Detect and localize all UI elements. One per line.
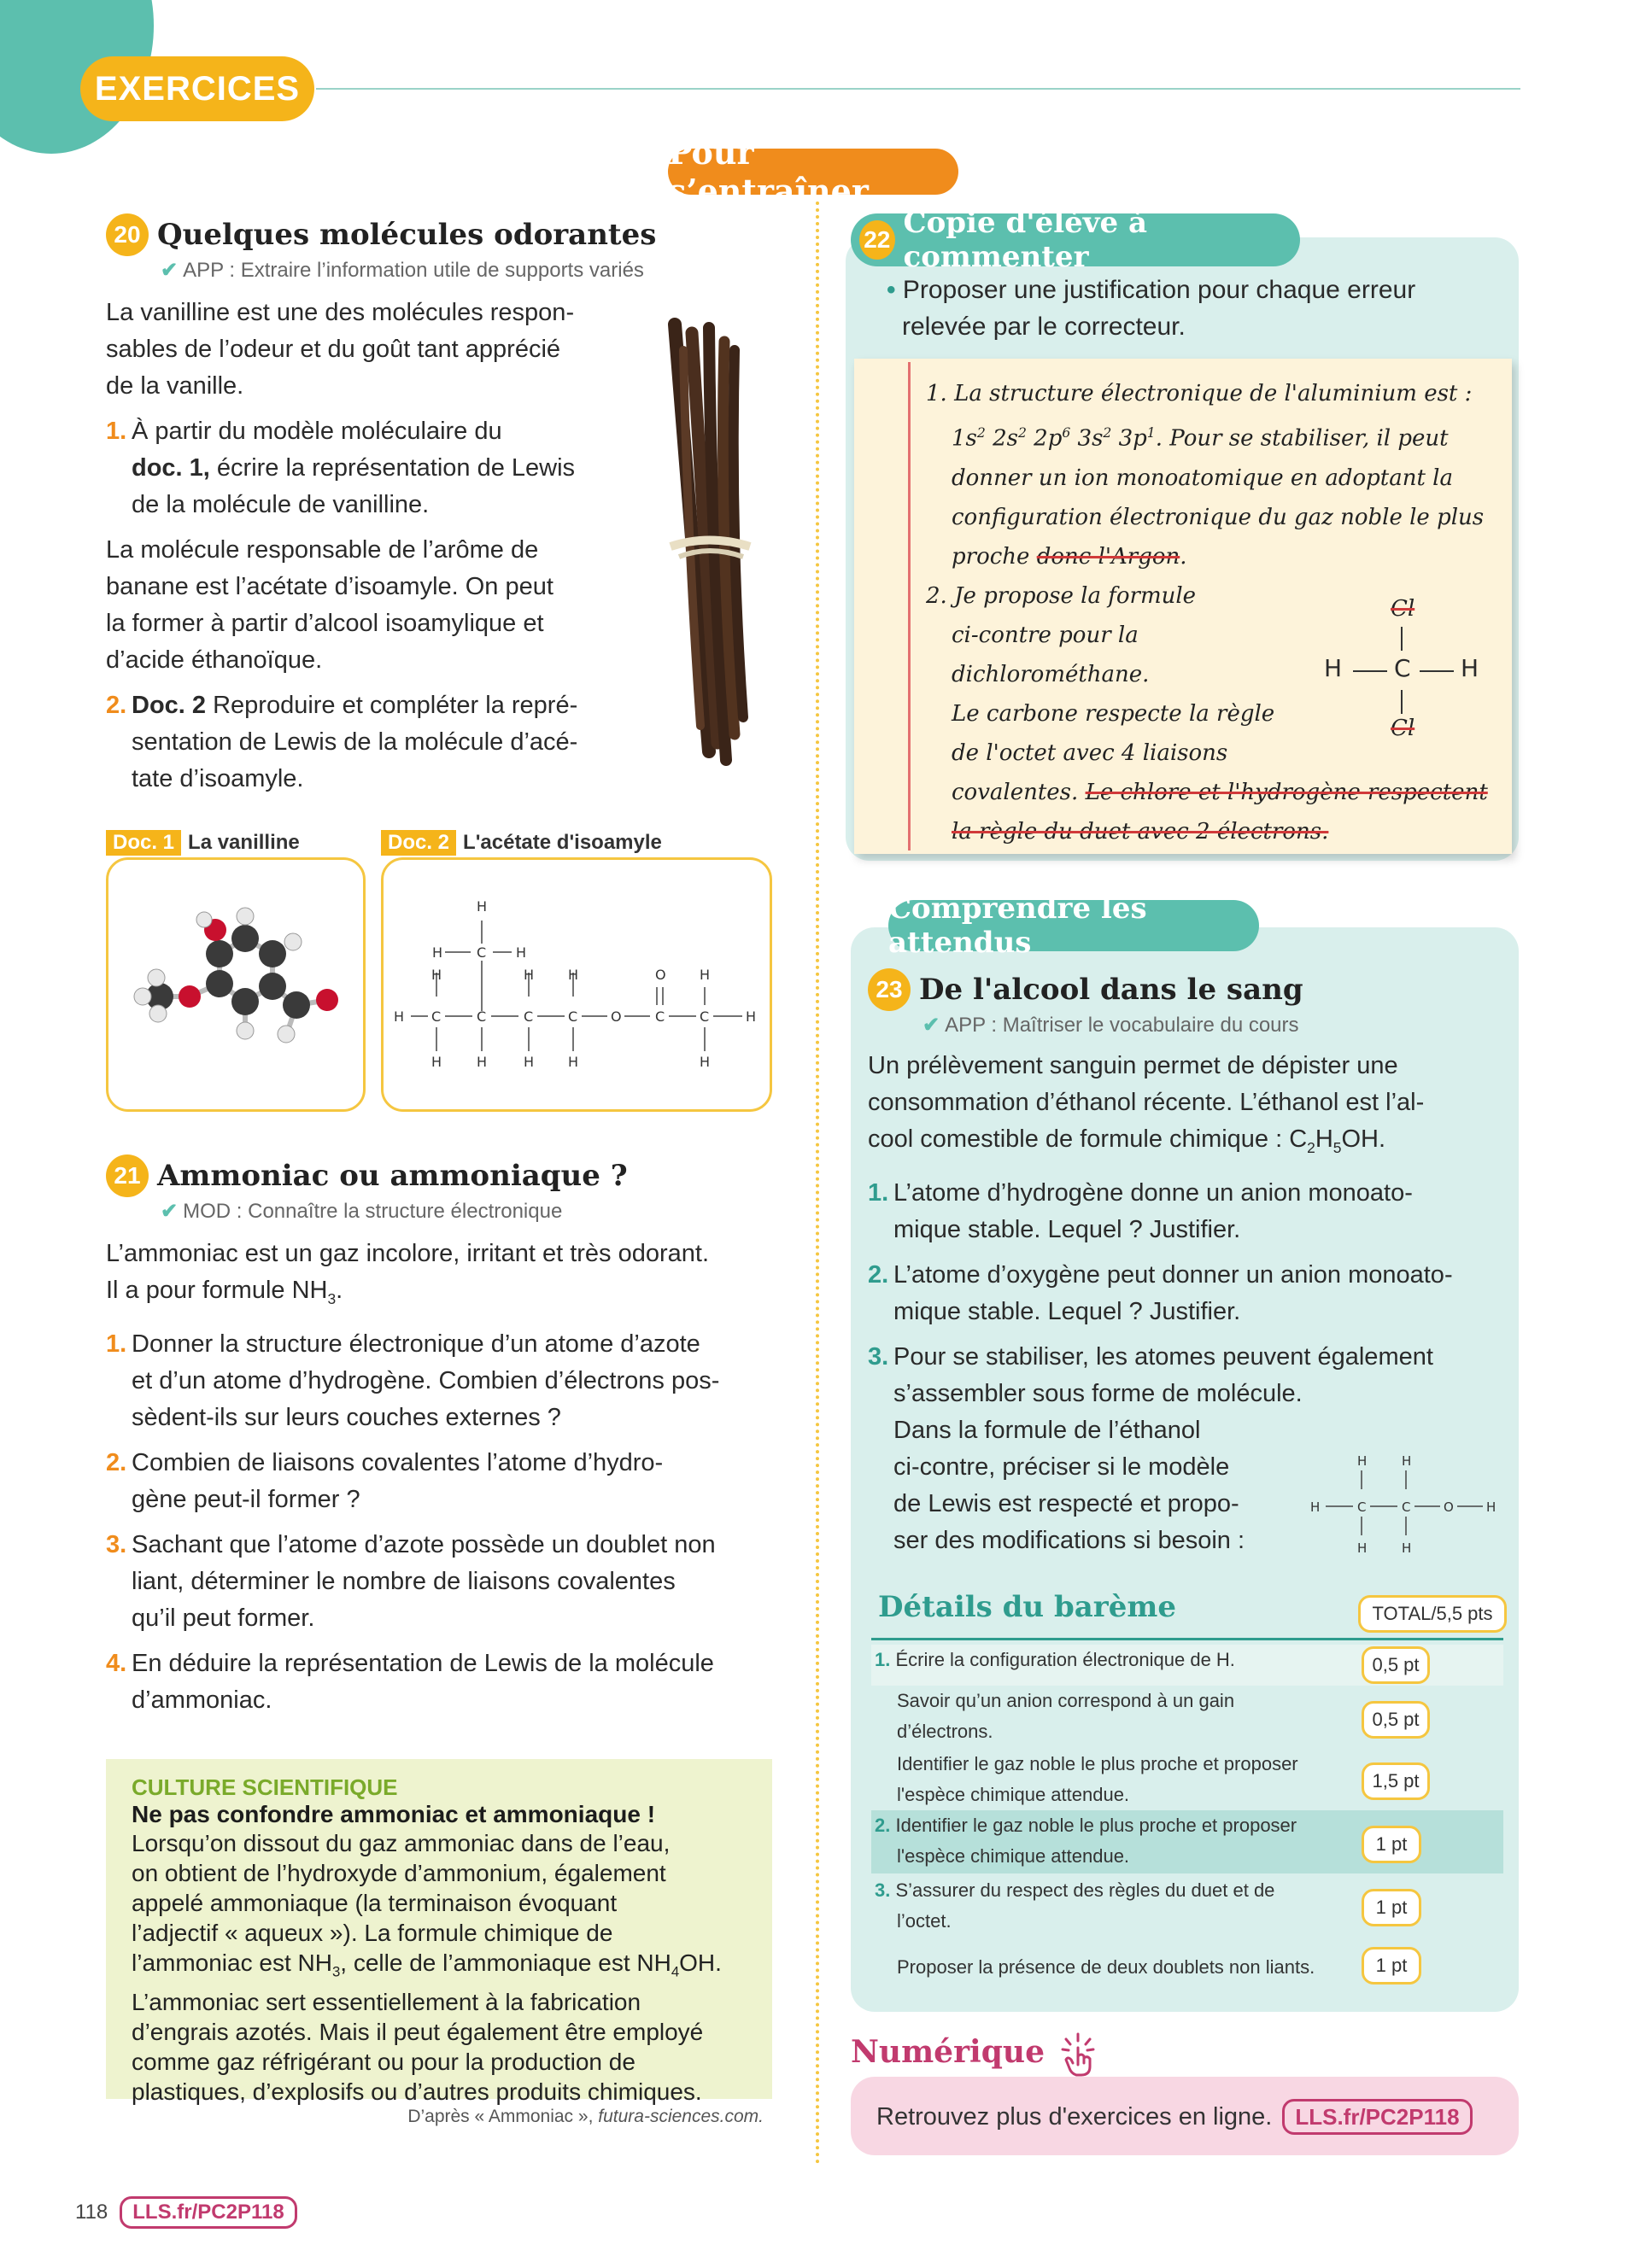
svg-text:H: H <box>431 1054 442 1070</box>
struck-text: Le chlore et l'hydrogène respectent <box>1085 779 1488 805</box>
bond-line <box>1353 670 1387 672</box>
svg-text:H: H <box>1357 1540 1368 1556</box>
question-1: 1. L’atome d’hydrogène donne un anion monoato- mique stable. Lequel ? Justifier. <box>868 1178 1413 1243</box>
culture-box <box>106 1759 772 2126</box>
bareme-title: Détails du barème <box>878 1590 1176 1624</box>
exercise-title: Ammoniac ou ammoniaque ? <box>157 1159 628 1193</box>
culture-line: l’adjectif « aqueux »). La formule chimique de <box>132 1920 613 1946</box>
row-points: 1 pt <box>1362 1947 1421 1984</box>
intro-line: Un prélèvement sanguin permet de dépister une <box>868 1052 1398 1079</box>
check-icon: ✔ <box>922 1014 940 1037</box>
row-points: 1 pt <box>1362 1826 1421 1863</box>
culture-subtitle: Ne pas confondre ammoniac et ammoniaque ! <box>132 1801 656 1827</box>
ethanol-formula <box>1307 1452 1503 1563</box>
intro-line: consommation d’éthanol récente. L’éthanol est l’al- <box>868 1089 1425 1116</box>
skill-line: ✔ MOD : Connaître la structure électronique <box>161 1200 563 1223</box>
svg-text:H: H <box>432 944 443 961</box>
question-2: 2. Doc. 2 Reproduire et compléter la repré- sentation de Lewis de la molécule d’acé- tate d’isoamyle. <box>106 692 578 792</box>
row-points: 1 pt <box>1362 1889 1421 1926</box>
footer-link[interactable]: LLS.fr/PC2P118 <box>120 2196 296 2229</box>
exercise-20 <box>106 213 721 798</box>
svg-text:H: H <box>477 1054 488 1070</box>
copy-line: ci-contre pour la <box>952 622 1139 648</box>
culture-line: comme gaz réfrigérant ou pour la production de <box>132 2048 636 2075</box>
bareme-row: 1. Écrire la configuration électronique de H. <box>871 1645 1503 1686</box>
formula-c: C <box>1394 654 1411 682</box>
copy-line: 2. Je propose la formule <box>926 582 1197 609</box>
culture-line: d’engrais azotés. Mais il peut également être employé <box>132 2018 704 2045</box>
formula-cl-top: Cl <box>1391 596 1415 622</box>
struck-text: la règle du duet avec 2 électrons. <box>952 818 1329 845</box>
svg-text:H: H <box>516 944 527 961</box>
question-1: 1. Donner la structure électronique d’un atome d’azote et d’un atome d’hydrogène. Combien d’électrons pos- sèdent-ils sur leurs couches externes ? <box>106 1330 720 1431</box>
svg-text:C: C <box>568 1008 578 1025</box>
svg-text:C: C <box>524 1008 534 1025</box>
copy-line: dichlorométhane. <box>952 661 1150 687</box>
svg-text:O: O <box>655 967 666 983</box>
bareme-rule <box>871 1638 1503 1640</box>
exercise-22-instruction: • Proposer une justification pour chaque erreur relevée par le correcteur. <box>887 276 1416 341</box>
svg-text:O: O <box>611 1008 622 1025</box>
svg-text:H: H <box>1357 1453 1368 1469</box>
copy-line: covalentes. Le chlore et l'hydrogène respectent <box>952 779 1488 805</box>
header-rule <box>316 88 1520 90</box>
culture-line: appelé ammoniaque (la terminaison évoquant <box>132 1890 618 1916</box>
formula-cl-bottom: Cl <box>1391 716 1415 741</box>
vanillin-molecule-model <box>108 860 363 1109</box>
row-points: 1,5 pt <box>1362 1762 1430 1800</box>
culture-line: l’ammoniac est $NH_3$, celle de l’ammoniaque est $NH_4OH$. <box>132 1949 722 1980</box>
formula-h-left: H <box>1324 654 1343 682</box>
exercise-number: 22 <box>859 220 895 260</box>
exercise-number: 20 <box>106 213 149 256</box>
question-3: 3. Pour se stabiliser, les atomes peuvent également s’assembler sous forme de molécule. Dans la formule de l’éthanol ci-contre, préciser si le modèle de Lewis est respecté et propo- ser des modifications si besoin : <box>868 1342 1433 1554</box>
svg-text:C: C <box>477 1008 487 1025</box>
question-3: 3. Sachant que l’atome d’azote possède un doublet non liant, déterminer le nombre de liaisons covalentes qu’il peut former. <box>106 1530 716 1632</box>
exercise-21 <box>106 1154 781 1719</box>
exercise-title: De l'alcool dans le sang <box>919 973 1303 1007</box>
svg-text:H: H <box>524 967 535 983</box>
page-number: 118 <box>75 2201 108 2224</box>
svg-text:C: C <box>700 1008 710 1025</box>
svg-text:C: C <box>1402 1499 1411 1515</box>
svg-text:C: C <box>431 1008 442 1025</box>
svg-text:H: H <box>524 1054 535 1070</box>
intro-line: cool comestible de formule chimique : $C_2H_5OH$. <box>868 1125 1386 1156</box>
copy-line: 1. La structure électronique de l'aluminium est : <box>926 381 1473 406</box>
intro-line: L’ammoniac est un gaz incolore, irritant et très odorant. <box>106 1240 710 1267</box>
copy-margin-line <box>908 362 911 850</box>
bond-line <box>1420 670 1454 672</box>
svg-text:H: H <box>431 967 442 983</box>
exercise-title: Quelques molécules odorantes <box>157 218 657 252</box>
culture-line: L’ammoniac sert essentiellement à la fabrication <box>132 1988 641 2015</box>
question-2: 2. L’atome d’oxygène peut donner un anion monoato- mique stable. Lequel ? Justifier. <box>868 1260 1453 1325</box>
exercise-22-tab <box>851 206 1300 274</box>
comprendre-tab: Comprendre les attendus <box>888 900 1259 951</box>
svg-text:H: H <box>394 1008 405 1025</box>
svg-text:H: H <box>1402 1540 1412 1556</box>
paragraph-line: La molécule responsable de l’arôme de <box>106 536 539 564</box>
svg-text:C: C <box>1357 1499 1367 1515</box>
question-2: 2. Combien de liaisons covalentes l’atome d’hydro- gène peut-il former ? <box>106 1448 664 1513</box>
vanilla-pods-image <box>658 316 760 769</box>
svg-text:O: O <box>1444 1499 1454 1515</box>
svg-text:C: C <box>477 944 487 961</box>
tap-hand-icon <box>1056 2032 1104 2077</box>
check-icon: ✔ <box>161 259 179 282</box>
intro-line: Il a pour formule $NH_3$. <box>106 1277 343 1307</box>
doc2-label: Doc. 2 L'acétate d'isoamyle <box>381 830 662 856</box>
bareme-row: 3. S’assurer du respect des règles du duet et de l’octet. <box>875 1879 1275 1932</box>
numerique-link[interactable]: LLS.fr/PC2P118 <box>1282 2099 1472 2135</box>
bond-line <box>1401 627 1403 651</box>
check-icon: ✔ <box>161 1200 179 1223</box>
copy-line: de l'octet avec 4 liaisons <box>952 739 1228 766</box>
culture-source: D’après « Ammoniac », futura-sciences.com. <box>407 2106 764 2126</box>
bareme-row: 2. Identifier le gaz noble le plus proche et proposer l'espèce chimique attendue. <box>871 1810 1503 1873</box>
bareme-row: Identifier le gaz noble le plus proche et proposer l'espèce chimique attendue. <box>897 1753 1298 1805</box>
svg-text:H: H <box>568 967 579 983</box>
svg-text:H: H <box>1486 1499 1496 1515</box>
exercise-number: 23 <box>868 968 911 1011</box>
question-1: 1. À partir du modèle moléculaire du doc. 1, écrire la représentation de Lewis de la molécule de vanilline. <box>106 418 576 518</box>
svg-text:H: H <box>1310 1499 1321 1515</box>
copy-line: configuration électronique du gaz noble le plus <box>952 504 1485 530</box>
paragraph-line: la former à partir d’alcool isoamylique et <box>106 610 544 637</box>
struck-text: donc l'Argon <box>1036 543 1180 570</box>
svg-text:H: H <box>700 1054 711 1070</box>
doc1-box <box>106 857 366 1112</box>
copy-line: Le carbone respecte la règle <box>952 700 1275 727</box>
numerique-box <box>851 2077 1519 2155</box>
svg-text:H: H <box>700 967 711 983</box>
culture-tag: CULTURE SCIENTIFIQUE <box>132 1774 398 1800</box>
question-4: 4. En déduire la représentation de Lewis de la molécule d’ammoniac. <box>106 1649 714 1714</box>
subsection-label: Pour s’entraîner <box>668 149 958 195</box>
row-points: 0,5 pt <box>1362 1646 1430 1684</box>
dichloromethane-formula <box>1315 589 1486 760</box>
copy-line: $1s^2$ $2s^2$ $2p^6$ $3s^2$ $3p^1$. Pour se stabiliser, il peut <box>952 425 1449 452</box>
paragraph-line: d’acide éthanoïque. <box>106 646 323 674</box>
copy-line <box>926 812 1507 851</box>
bareme-row: Proposer la présence de deux doublets non liants. <box>897 1956 1315 1978</box>
skill-line: ✔ APP : Maîtriser le vocabulaire du cours <box>922 1014 1299 1037</box>
numerique-heading: Numérique <box>851 2032 1104 2077</box>
doc2-box <box>381 857 772 1112</box>
culture-line: on obtient de l’hydroxyde d’ammonium, également <box>132 1860 666 1886</box>
culture-line: Lorsqu’on dissout du gaz ammoniac dans de l’eau, <box>132 1830 671 1856</box>
intro-line: sables de l’odeur et du goût tant apprécié <box>106 336 561 363</box>
row-points: 0,5 pt <box>1362 1701 1430 1739</box>
exercise-title: Copie d'élève à commenter <box>903 206 1148 274</box>
skill-line: ✔ APP : Extraire l’information utile de supports variés <box>161 259 644 282</box>
page-footer <box>75 2196 297 2229</box>
copy-line: donner un ion monoatomique en adoptant la <box>952 465 1453 491</box>
svg-text:H: H <box>1402 1453 1412 1469</box>
svg-text:H: H <box>477 898 488 915</box>
isoamyl-acetate-lewis-diagram <box>384 860 770 1109</box>
svg-text:C: C <box>655 1008 665 1025</box>
formula-h-right: H <box>1461 654 1479 682</box>
svg-text:H: H <box>746 1008 757 1025</box>
culture-line: plastiques, d’explosifs ou d’autres produits chimiques. <box>132 2078 702 2105</box>
bareme-row: Savoir qu’un anion correspond à un gain d’électrons. <box>897 1690 1235 1742</box>
column-divider <box>816 202 819 2166</box>
exercise-number: 21 <box>106 1154 149 1197</box>
svg-text:H: H <box>568 1054 579 1070</box>
intro-line: La vanilline est une des molécules respon- <box>106 299 575 326</box>
intro-line: de la vanille. <box>106 372 244 400</box>
paragraph-line: banane est l’acétate d’isoamyle. On peut <box>106 573 554 600</box>
doc1-label: Doc. 1 La vanilline <box>106 830 300 856</box>
question-list <box>106 1326 781 1719</box>
total-points: TOTAL/5,5 pts <box>1358 1595 1507 1633</box>
section-label: EXERCICES <box>80 56 314 121</box>
numerique-text: Retrouvez plus d'exercices en ligne. <box>876 2102 1273 2131</box>
bullet-icon: • <box>887 276 896 304</box>
copy-line: proche donc l'Argon. <box>952 543 1187 570</box>
